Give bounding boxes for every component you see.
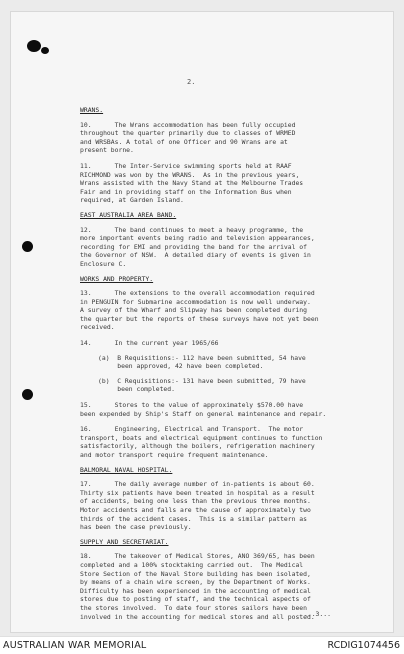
punch-hole-lower (22, 389, 33, 400)
footer-record-id: RCDIG1074456 (327, 640, 400, 651)
paragraph-16: 16. Engineering, Electrical and Transport. The motor transport, boats and electrical equipment continues to function satisfactorily, although the boilers, refrigeration machinery and motor transport require frequent maintenance. (80, 425, 323, 459)
sub-item-a: (a) B Requisitions:- 112 have been submitted, 54 have been approved, 42 have been completed. (98, 353, 306, 371)
paragraph-15: 15. Stores to the value of approximately $570.00 have been expended by Ship's Staff on general maintenance and repair. (80, 401, 327, 418)
footer-bar (0, 636, 404, 654)
punch-hole-top-fragment (41, 47, 49, 54)
paragraph-17: 17. The daily average number of in-patients is about 60. Thirty six patients have been treated in hospital as a result of accidents, being one less than the previous three months. Motor accidents and falls are the cause of approximately two thirds of the accident cases. This is a similar pattern as has been the case previously. (80, 480, 315, 532)
paragraph-12: 12. The band continues to meet a heavy programme, the more important events being radio and television appearances, recording for EMI and providing the band for the arrival of the Governor of NSW. A detailed diary of events is given in Enclosure C. (80, 225, 315, 268)
section-heading-wrans: WRANS. (80, 106, 104, 114)
paragraph-14: 14. In the current year 1965/66 (80, 339, 219, 348)
section-heading-works: WORKS AND PROPERTY. (80, 274, 154, 283)
sub-item-b: (b) C Requisitions:- 131 have been submitted, 79 have been completed. (98, 376, 306, 394)
page-number: 2. (187, 78, 196, 86)
punch-hole-top (27, 40, 41, 52)
paragraph-18: 18. The takeover of Medical Stores, ANO 369/65, has been completed and a 100% stocktaking carried out. The Medical Store Section of the Naval Store building has been isolated, by means of a chain wire screen, by the Department of Works. Difficulty has been experienced in the accounting of medical stores due to posting of staff, and the technical aspects of the stores involved. To date four stores sailors have been involved in the accounting for medical stores and all posted. (80, 552, 315, 621)
punch-hole-middle (22, 241, 33, 252)
footer-source: AUSTRALIAN WAR MEMORIAL (3, 640, 147, 651)
paragraph-13: 13. The extensions to the overall accommodation required in PENGUIN for Submarine accommodation is now well underway. A survey of the Wharf and Slipway has been completed during the quarter but the reports of these surveys have not yet been received. (80, 289, 319, 332)
section-heading-band: EAST AUSTRALIA AREA BAND. (80, 210, 177, 219)
document-body (80, 106, 340, 621)
paragraph-10: 10. The Wrans accommodation has been fully occupied throughout the quarter primarily due to classes of WRMED and WRSBAs. A total of one Officer and 90 Wrans are at present borne. (80, 120, 296, 155)
section-heading-hospital: BALMORAL NAVAL HOSPITAL. (80, 465, 173, 474)
section-heading-supply: SUPPLY AND SECRETARIAT. (80, 537, 169, 546)
continuation-marker: ...3... (304, 610, 331, 618)
paragraph-11: 11. The Inter-Service swimming sports held at RAAF RICHMOND was won by the WRANS. As in the previous years, Wrans assisted with the Navy Stand at the Melbourne Trades Fair and in providing staff on the Information Bus when required, at Garden Island. (80, 161, 304, 205)
